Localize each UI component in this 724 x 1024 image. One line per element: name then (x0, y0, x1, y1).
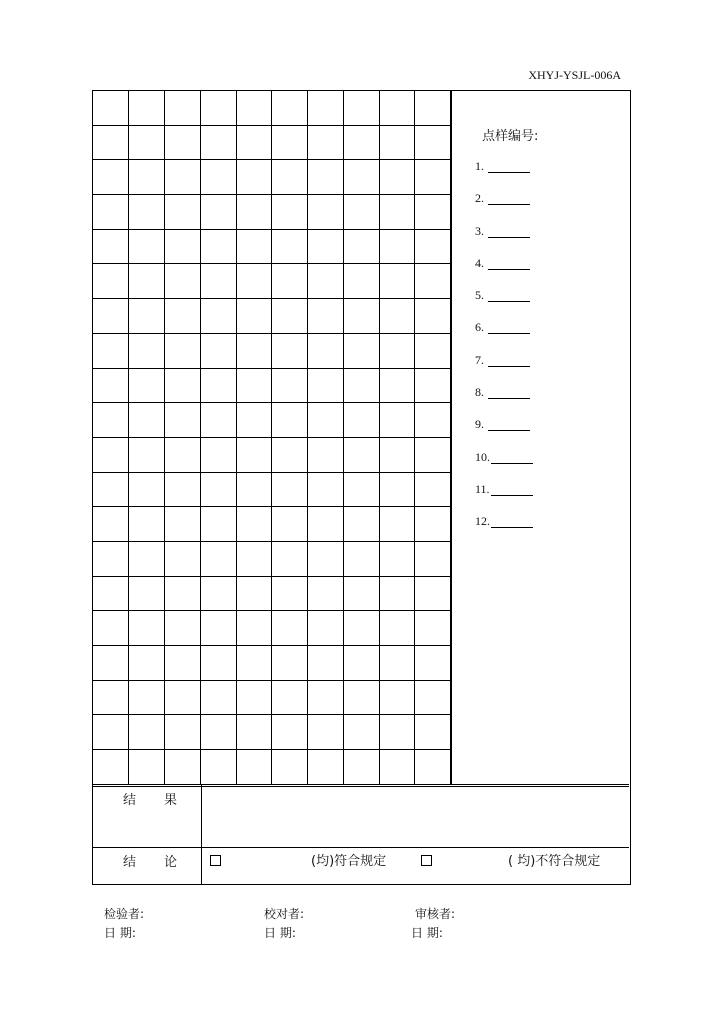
result-top-line (93, 784, 629, 785)
grid-cell[interactable] (200, 541, 236, 576)
grid-cell[interactable] (272, 403, 308, 438)
grid-cell[interactable] (343, 91, 379, 125)
inspector-field[interactable]: 检验者: (104, 907, 145, 921)
grid-cell[interactable] (93, 680, 129, 715)
grid-cell[interactable] (165, 576, 201, 611)
grid-cell[interactable] (129, 576, 165, 611)
grid-cell[interactable] (165, 333, 201, 368)
grid-row (93, 715, 451, 750)
grid-cell[interactable] (308, 229, 344, 264)
grid-cell[interactable] (415, 125, 451, 160)
grid-cell[interactable] (379, 229, 415, 264)
grid-cell[interactable] (308, 541, 344, 576)
checker-field[interactable]: 校对者: (264, 907, 305, 921)
grid-cell[interactable] (129, 646, 165, 681)
sample-list (475, 159, 533, 547)
conclusion-top-line (93, 847, 629, 848)
grid-cell[interactable] (343, 333, 379, 368)
sample-item[interactable]: 11. (475, 482, 533, 514)
grid-cell[interactable] (200, 472, 236, 507)
grid-cell[interactable] (272, 472, 308, 507)
grid-cell[interactable] (129, 195, 165, 230)
grid-cell[interactable] (200, 333, 236, 368)
sample-item[interactable]: 10. (475, 450, 533, 482)
grid-cell[interactable] (272, 750, 308, 784)
grid-cell[interactable] (200, 91, 236, 125)
grid-cell[interactable] (236, 437, 272, 472)
reviewer-date-field[interactable]: 日 期: (411, 926, 443, 940)
grid-cell[interactable] (200, 750, 236, 784)
grid-cell[interactable] (415, 333, 451, 368)
grid-cell[interactable] (165, 437, 201, 472)
result-field[interactable] (203, 788, 628, 846)
grid-row (93, 541, 451, 576)
grid-cell[interactable] (165, 91, 201, 125)
grid-cell[interactable] (129, 541, 165, 576)
grid-cell[interactable] (93, 437, 129, 472)
grid-cell[interactable] (129, 680, 165, 715)
grid-cell[interactable] (236, 264, 272, 299)
grid-cell[interactable] (165, 368, 201, 403)
grid-cell[interactable] (272, 541, 308, 576)
grid-cell[interactable] (165, 195, 201, 230)
grid-cell[interactable] (379, 368, 415, 403)
grid-cell[interactable] (379, 472, 415, 507)
grid-cell[interactable] (236, 507, 272, 542)
grid-cell[interactable] (93, 125, 129, 160)
grid-cell[interactable] (379, 541, 415, 576)
conclusion-label: 结论 (123, 855, 206, 870)
grid-cell[interactable] (308, 368, 344, 403)
grid-row (93, 125, 451, 160)
grid-cell[interactable] (236, 576, 272, 611)
grid-cell[interactable] (236, 160, 272, 195)
grid-cell[interactable] (415, 229, 451, 264)
grid-cell[interactable] (343, 715, 379, 750)
grid-cell[interactable] (200, 576, 236, 611)
grid-cell[interactable] (272, 160, 308, 195)
grid-cell[interactable] (165, 472, 201, 507)
grid-cell[interactable] (236, 195, 272, 230)
grid-row (93, 403, 451, 438)
grid-cell[interactable] (129, 403, 165, 438)
grid-cell[interactable] (200, 507, 236, 542)
grid-cell[interactable] (165, 680, 201, 715)
reviewer-field[interactable]: 审核者: (415, 907, 456, 921)
grid-cell[interactable] (93, 368, 129, 403)
grid-cell[interactable] (236, 299, 272, 334)
grid-cell[interactable] (308, 195, 344, 230)
grid-cell[interactable] (129, 611, 165, 646)
grid-cell[interactable] (165, 541, 201, 576)
grid-cell[interactable] (129, 160, 165, 195)
grid-cell[interactable] (165, 229, 201, 264)
sample-item[interactable]: 6. (475, 320, 533, 352)
grid-cell[interactable] (236, 680, 272, 715)
grid-cell[interactable] (93, 299, 129, 334)
grid-row (93, 472, 451, 507)
grid-cell[interactable] (308, 437, 344, 472)
grid-cell[interactable] (308, 160, 344, 195)
grid-cell[interactable] (129, 264, 165, 299)
grid-cell[interactable] (379, 333, 415, 368)
grid-cell[interactable] (343, 299, 379, 334)
sample-blank[interactable] (488, 288, 530, 302)
sample-blank[interactable] (491, 450, 533, 464)
grid-cell[interactable] (415, 576, 451, 611)
grid-cell[interactable] (343, 750, 379, 784)
grid-cell[interactable] (308, 299, 344, 334)
grid-cell[interactable] (379, 680, 415, 715)
grid-cell[interactable] (236, 646, 272, 681)
grid-cell[interactable] (236, 715, 272, 750)
sample-blank[interactable] (488, 224, 530, 238)
grid-cell[interactable] (200, 715, 236, 750)
grid-cell[interactable] (129, 91, 165, 125)
grid-cell[interactable] (379, 264, 415, 299)
grid-cell[interactable] (272, 715, 308, 750)
grid-row (93, 333, 451, 368)
grid-cell[interactable] (415, 91, 451, 125)
grid-cell[interactable] (129, 472, 165, 507)
sample-blank[interactable] (488, 417, 530, 431)
grid-cell[interactable] (165, 646, 201, 681)
grid-cell[interactable] (200, 299, 236, 334)
sample-panel (453, 91, 630, 784)
grid-cell[interactable] (129, 299, 165, 334)
sample-item[interactable]: 3. (475, 224, 533, 256)
grid-cell[interactable] (379, 299, 415, 334)
grid-row (93, 576, 451, 611)
grid-cell[interactable] (93, 160, 129, 195)
grid-divider (450, 91, 452, 784)
grid-row (93, 750, 451, 784)
sample-item[interactable]: 8. (475, 385, 533, 417)
sample-blank[interactable] (488, 191, 530, 205)
grid-cell[interactable] (272, 611, 308, 646)
grid-cell[interactable] (165, 403, 201, 438)
grid-row (93, 299, 451, 334)
grid-cell[interactable] (343, 680, 379, 715)
grid-cell[interactable] (129, 333, 165, 368)
grid-cell[interactable] (272, 264, 308, 299)
grid-cell[interactable] (343, 125, 379, 160)
sample-blank[interactable] (488, 320, 530, 334)
grid-cell[interactable] (379, 715, 415, 750)
grid-cell[interactable] (343, 646, 379, 681)
grid-cell[interactable] (415, 611, 451, 646)
grid-cell[interactable] (236, 403, 272, 438)
grid-cell[interactable] (236, 541, 272, 576)
grid-cell[interactable] (93, 611, 129, 646)
sample-item[interactable]: 1. (475, 159, 533, 191)
grid-cell[interactable] (129, 368, 165, 403)
grid-cell[interactable] (343, 160, 379, 195)
grid-cell[interactable] (93, 264, 129, 299)
grid-cell[interactable] (272, 333, 308, 368)
grid-row (93, 91, 451, 125)
grid-cell[interactable] (379, 507, 415, 542)
sample-blank[interactable] (488, 256, 530, 270)
grid-cell[interactable] (415, 160, 451, 195)
fail-checkbox[interactable] (421, 855, 432, 866)
grid-cell[interactable] (236, 750, 272, 784)
grid-cell[interactable] (200, 264, 236, 299)
grid-cell[interactable] (93, 195, 129, 230)
grid-cell[interactable] (129, 125, 165, 160)
grid-cell[interactable] (308, 264, 344, 299)
grid-cell[interactable] (415, 646, 451, 681)
grid-cell[interactable] (308, 507, 344, 542)
grid-cell[interactable] (343, 437, 379, 472)
sample-blank[interactable] (488, 353, 530, 367)
grid-cell[interactable] (308, 611, 344, 646)
sample-item[interactable]: 9. (475, 417, 533, 449)
grid-cell[interactable] (93, 333, 129, 368)
grid-cell[interactable] (165, 715, 201, 750)
grid-cell[interactable] (308, 125, 344, 160)
grid-cell[interactable] (308, 715, 344, 750)
grid-cell[interactable] (165, 611, 201, 646)
grid-cell[interactable] (200, 160, 236, 195)
grid-cell[interactable] (308, 576, 344, 611)
sample-blank[interactable] (491, 482, 533, 496)
grid-cell[interactable] (129, 229, 165, 264)
grid-cell[interactable] (308, 646, 344, 681)
grid-row (93, 646, 451, 681)
grid-row (93, 507, 451, 542)
grid-cell[interactable] (236, 91, 272, 125)
grid-cell[interactable] (165, 299, 201, 334)
grid-cell[interactable] (308, 750, 344, 784)
sample-item[interactable]: 4. (475, 256, 533, 288)
grid-cell[interactable] (379, 125, 415, 160)
pass-checkbox[interactable] (210, 855, 221, 866)
sample-blank[interactable] (491, 514, 533, 528)
grid-cell[interactable] (308, 472, 344, 507)
grid-cell[interactable] (415, 299, 451, 334)
grid-cell[interactable] (200, 195, 236, 230)
grid-row (93, 437, 451, 472)
grid-cell[interactable] (379, 437, 415, 472)
grid-cell[interactable] (343, 403, 379, 438)
grid-cell[interactable] (236, 611, 272, 646)
grid-cell[interactable] (343, 611, 379, 646)
grid-cell[interactable] (272, 507, 308, 542)
grid-cell[interactable] (236, 368, 272, 403)
grid-cell[interactable] (272, 125, 308, 160)
grid-cell[interactable] (93, 750, 129, 784)
grid-cell[interactable] (308, 680, 344, 715)
grid-row (93, 229, 451, 264)
grid-cell[interactable] (93, 507, 129, 542)
grid-cell[interactable] (272, 680, 308, 715)
grid-cell[interactable] (93, 472, 129, 507)
grid-cell[interactable] (343, 195, 379, 230)
grid-cell[interactable] (200, 611, 236, 646)
grid-cell[interactable] (272, 299, 308, 334)
grid-cell[interactable] (93, 541, 129, 576)
result-top-line-double (93, 786, 629, 787)
sample-item[interactable]: 2. (475, 191, 533, 223)
grid-cell[interactable] (343, 472, 379, 507)
grid-cell[interactable] (272, 195, 308, 230)
grid-cell[interactable] (129, 715, 165, 750)
grid-cell[interactable] (379, 403, 415, 438)
grid-cell[interactable] (272, 576, 308, 611)
grid-cell[interactable] (415, 507, 451, 542)
grid-cell[interactable] (236, 229, 272, 264)
grid-cell[interactable] (415, 368, 451, 403)
grid-cell[interactable] (415, 195, 451, 230)
grid-cell[interactable] (129, 507, 165, 542)
grid-cell[interactable] (415, 750, 451, 784)
grid-cell[interactable] (272, 229, 308, 264)
grid-cell[interactable] (272, 91, 308, 125)
grid-cell[interactable] (236, 333, 272, 368)
grid-cell[interactable] (415, 541, 451, 576)
conclusion-row (203, 849, 628, 883)
grid-cell[interactable] (272, 368, 308, 403)
grid-cell[interactable] (272, 646, 308, 681)
grid-cell[interactable] (93, 91, 129, 125)
grid-cell[interactable] (200, 125, 236, 160)
grid-cell[interactable] (379, 91, 415, 125)
grid-cell[interactable] (379, 750, 415, 784)
grid-cell[interactable] (200, 680, 236, 715)
grid-cell[interactable] (93, 646, 129, 681)
grid-cell[interactable] (343, 229, 379, 264)
grid-cell[interactable] (165, 125, 201, 160)
grid-cell[interactable] (308, 333, 344, 368)
grid-cell[interactable] (343, 507, 379, 542)
grid-cell[interactable] (415, 472, 451, 507)
grid-cell[interactable] (200, 229, 236, 264)
grid-cell[interactable] (379, 576, 415, 611)
checker-date-field[interactable]: 日 期: (264, 926, 296, 940)
grid-cell[interactable] (415, 264, 451, 299)
grid-cell[interactable] (165, 750, 201, 784)
sample-blank[interactable] (488, 385, 530, 399)
grid-cell[interactable] (379, 611, 415, 646)
grid-cell[interactable] (200, 437, 236, 472)
grid-cell[interactable] (308, 91, 344, 125)
grid-cell[interactable] (343, 264, 379, 299)
grid-cell[interactable] (236, 472, 272, 507)
grid-cell[interactable] (415, 403, 451, 438)
recording-grid (93, 91, 451, 784)
grid-cell[interactable] (165, 160, 201, 195)
grid-row (93, 611, 451, 646)
grid-cell[interactable] (343, 576, 379, 611)
record-form (92, 90, 631, 885)
grid-cell[interactable] (93, 715, 129, 750)
grid-cell[interactable] (165, 507, 201, 542)
grid-cell[interactable] (200, 403, 236, 438)
grid-cell[interactable] (200, 646, 236, 681)
grid-cell[interactable] (236, 125, 272, 160)
grid-cell[interactable] (379, 195, 415, 230)
grid-cell[interactable] (200, 368, 236, 403)
sample-item[interactable]: 12. (475, 514, 533, 546)
grid-cell[interactable] (343, 541, 379, 576)
grid-cell[interactable] (93, 576, 129, 611)
grid-cell[interactable] (379, 646, 415, 681)
grid-row (93, 368, 451, 403)
grid-cell[interactable] (165, 264, 201, 299)
grid-row (93, 160, 451, 195)
sample-blank[interactable] (488, 159, 530, 173)
grid-cell[interactable] (308, 403, 344, 438)
grid-cell[interactable] (272, 437, 308, 472)
grid-cell[interactable] (343, 368, 379, 403)
grid-row (93, 195, 451, 230)
grid-cell[interactable] (129, 437, 165, 472)
grid-cell[interactable] (93, 403, 129, 438)
grid-cell[interactable] (93, 229, 129, 264)
grid-row (93, 264, 451, 299)
sample-title: 点样编号: (482, 129, 539, 144)
grid-cell[interactable] (415, 715, 451, 750)
sample-item[interactable]: 7. (475, 353, 533, 385)
result-label: 结果 (123, 793, 206, 808)
fail-option-label: ( 均)不符合规定 (508, 854, 601, 869)
grid-cell[interactable] (379, 160, 415, 195)
grid-row (93, 680, 451, 715)
pass-option-label: (均)符合规定 (311, 854, 387, 869)
inspector-date-field[interactable]: 日 期: (104, 926, 136, 940)
sample-item[interactable]: 5. (475, 288, 533, 320)
grid-cell[interactable] (129, 750, 165, 784)
grid-cell[interactable] (415, 437, 451, 472)
grid-cell[interactable] (415, 680, 451, 715)
document-code: XHYJ-YSJL-006A (528, 68, 621, 82)
